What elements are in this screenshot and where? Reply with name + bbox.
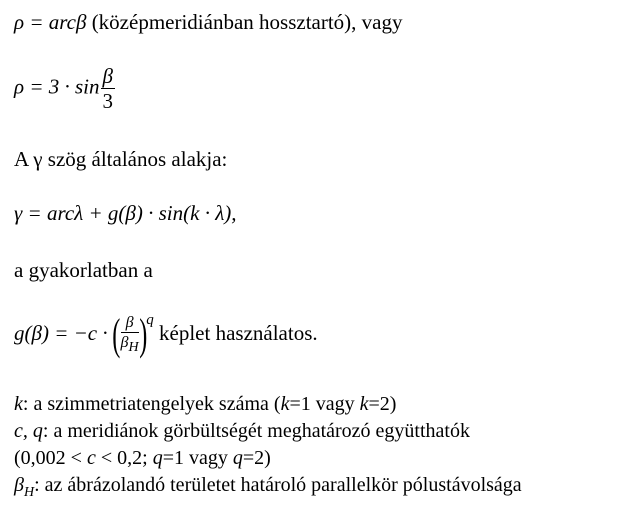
gamma-intro-label: A γ szög általános alakja: bbox=[14, 147, 228, 171]
formula-g-beta-lhs: g(β) = −c · bbox=[14, 321, 108, 345]
formula-rho-sin-lhs: ρ = 3 · sin bbox=[14, 74, 100, 99]
practice-intro-text bbox=[14, 257, 153, 283]
formula-g-beta-note: képlet használatos. bbox=[153, 321, 318, 345]
formula-rho-arc-note: (középmeridiánban hossztartó), vagy bbox=[86, 10, 403, 34]
definition-beta-h: $\beta_H$: az ábrázolandó területet határoló parallelkör pólustávolsága bbox=[14, 474, 522, 500]
formula-line-rho-sin bbox=[14, 64, 116, 113]
def-term-beta-h: $\beta_H$ bbox=[14, 474, 35, 500]
definition-c-q-range: (0,002 < c < 0,2; q=1 vagy q=2) bbox=[14, 447, 271, 469]
definition-k: k: a szimmetriatengelyek száma (k=1 vagy k=2) bbox=[14, 393, 397, 415]
fraction-numerator: β bbox=[102, 64, 113, 88]
paren-close: ) bbox=[138, 310, 147, 360]
def-term-c-q: c, q bbox=[14, 420, 43, 442]
formula-line-g-beta bbox=[14, 305, 318, 360]
fraction-beta-over-beta-h bbox=[121, 313, 139, 357]
practice-intro-label: a gyakorlatban a bbox=[14, 258, 153, 282]
def-term-k: k bbox=[14, 393, 23, 415]
fraction-numerator-beta: β bbox=[121, 313, 139, 333]
gamma-intro-text bbox=[14, 146, 227, 172]
exponent-q: q bbox=[146, 312, 154, 328]
fraction-denominator: 3 bbox=[102, 89, 113, 113]
paren-open: ( bbox=[112, 310, 121, 360]
formula-line-rho-arc bbox=[14, 9, 403, 35]
fraction-denominator-beta-h: $\beta_H$ bbox=[120, 334, 139, 356]
formula-gamma: γ = arcλ + g(β) · sin(k · λ), bbox=[14, 201, 237, 225]
fraction-beta-over-3 bbox=[101, 64, 115, 113]
definition-c-q: c, q: a meridiánok görbültségét meghatározó együtthatók bbox=[14, 420, 470, 442]
formula-rho-arc-beta: ρ = arcβ bbox=[14, 10, 87, 34]
formula-line-gamma bbox=[14, 200, 237, 226]
